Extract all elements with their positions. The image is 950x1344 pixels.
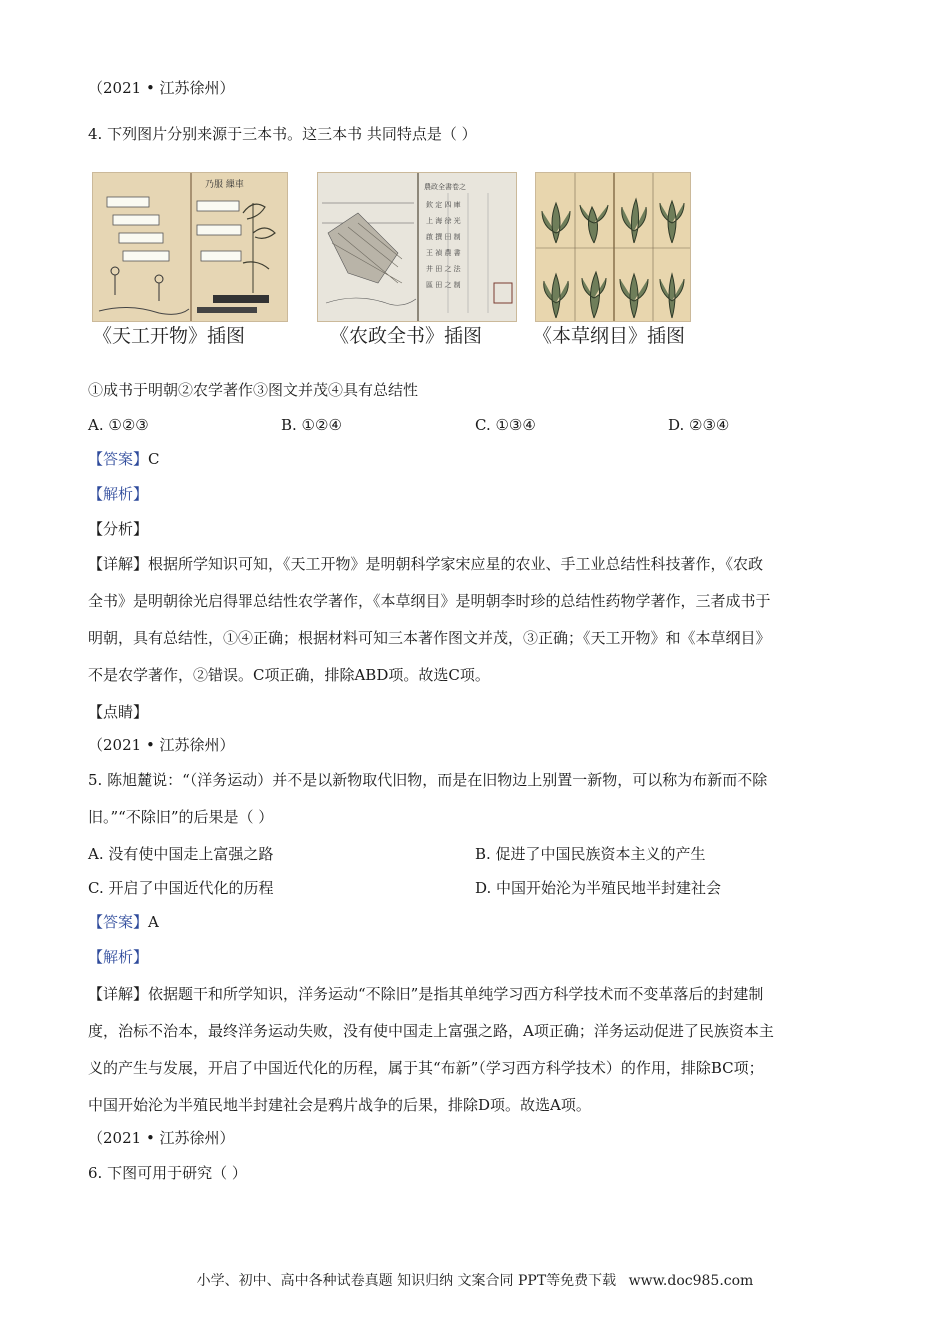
q5-source: （2021 • 江苏徐州）: [88, 736, 235, 754]
caption-tiangong-kaiwu: 《天工开物》插图: [93, 325, 246, 347]
page-footer: [0, 1270, 950, 1290]
q4-detail-line-1: [88, 554, 763, 574]
caption-nongzheng-quanshu: 《农政全书》插图: [330, 325, 483, 347]
q5-option-b: B. 促进了中国民族资本主义的产生: [475, 845, 706, 863]
q4-detail-line-4: 不是农学著作，②错误。C项正确，排除ABD项。故选C项。: [88, 666, 490, 684]
answer-tag: 【答案】: [88, 913, 149, 931]
svg-text:上 海 徐 光: 上 海 徐 光: [426, 217, 461, 225]
q4-option-d: D. ②③④: [668, 416, 730, 434]
q5-detail-line-2: 度，治标不治本，最终洋务运动失败，没有使中国走上富强之路，A项正确；洋务运动促进了民族资本主: [88, 1022, 774, 1040]
q4-stem: 4. 下列图片分别来源于三本书。这三本书 共同特点是（ ）: [88, 125, 477, 143]
footer-link[interactable]: www.doc985.com: [628, 1273, 754, 1289]
q4-answer: [88, 449, 160, 469]
svg-text:乃服 繅車: 乃服 繅車: [205, 180, 244, 190]
detail-text: 根据所学知识可知，《天工开物》是明朝科学家宋应星的农业、手工业总结性科技著作，《农政: [148, 555, 764, 573]
q5-detail-line-1: [88, 984, 763, 1004]
q4-dianjing-tag: 【点睛】: [88, 703, 149, 721]
svg-text:井 田 之 法: 井 田 之 法: [426, 265, 461, 273]
q5-stem-line-1: 5. 陈旭麓说：“（洋务运动）并不是以新物取代旧物，而是在旧物边上别置一新物，可以称为布新而不除: [88, 771, 768, 789]
q4-statements: ①成书于明朝②农学著作③图文并茂④具有总结性: [88, 381, 419, 399]
q5-analysis-tag: 【解析】: [88, 948, 149, 966]
q4-option-c: C. ①③④: [475, 416, 536, 434]
svg-text:欽 定 四 庫: 欽 定 四 庫: [426, 201, 461, 209]
q5-stem-line-2: 旧。”“不除旧”的后果是（ ）: [88, 808, 274, 826]
answer-tag: 【答案】: [88, 450, 149, 468]
svg-text:王 禎 農 書: 王 禎 農 書: [426, 249, 461, 257]
detail-tag: 【详解】: [88, 555, 149, 573]
q4-detail-line-2: 全书》是明朝徐光启得罪总结性农学著作，《本草纲目》是明朝李时珍的总结性药物学著作，三者成书于: [88, 592, 771, 610]
q6-stem: 6. 下图可用于研究（ ）: [88, 1164, 247, 1182]
q4-analysis-tag: 【解析】: [88, 485, 149, 503]
bencao-gangmu-illustration: [535, 172, 691, 322]
q5-detail-line-3: 义的产生与发展，开启了中国近代化的历程，属于其“布新”（学习西方科学技术）的作用，排除BC项；: [88, 1059, 764, 1077]
q5-option-d: D. 中国开始沦为半殖民地半封建社会: [475, 879, 722, 897]
footer-text: 小学、初中、高中各种试卷真题 知识归纳 文案合同 PPT等免费下载: [196, 1273, 617, 1289]
svg-text:區 田 之 制: 區 田 之 制: [426, 281, 461, 289]
nongzheng-quanshu-illustration: [317, 172, 517, 322]
detail-tag: 【详解】: [88, 985, 149, 1003]
tiangong-kaiwu-illustration: [92, 172, 288, 322]
caption-bencao-gangmu: 《本草纲目》插图: [533, 325, 686, 347]
q5-detail-line-4: 中国开始沦为半殖民地半封建社会是鸦片战争的后果，排除D项。故选A项。: [88, 1096, 591, 1114]
answer-value: A: [148, 913, 159, 931]
q5-option-c: C. 开启了中国近代化的历程: [88, 879, 274, 897]
answer-value: C: [148, 450, 160, 468]
svg-text:啟 撰 田 制: 啟 撰 田 制: [426, 233, 461, 241]
q5-option-a: A. 没有使中国走上富强之路: [88, 845, 274, 863]
q4-detail-line-3: 明朝，具有总结性，①④正确；根据材料可知三本著作图文并茂，③正确；《天工开物》和《本草纲目》: [88, 629, 771, 647]
svg-text:農政全書卷之: 農政全書卷之: [424, 183, 466, 191]
detail-text: 依据题干和所学知识，洋务运动“不除旧”是指其单纯学习西方科学技术而不变革落后的封建制: [148, 985, 764, 1003]
q4-fenxi-tag: 【分析】: [88, 520, 149, 538]
q4-source: （2021 • 江苏徐州）: [88, 79, 235, 97]
q4-option-a: A. ①②③: [88, 416, 149, 434]
q5-answer: [88, 912, 159, 932]
q6-source: （2021 • 江苏徐州）: [88, 1129, 235, 1147]
q4-option-b: B. ①②④: [281, 416, 342, 434]
